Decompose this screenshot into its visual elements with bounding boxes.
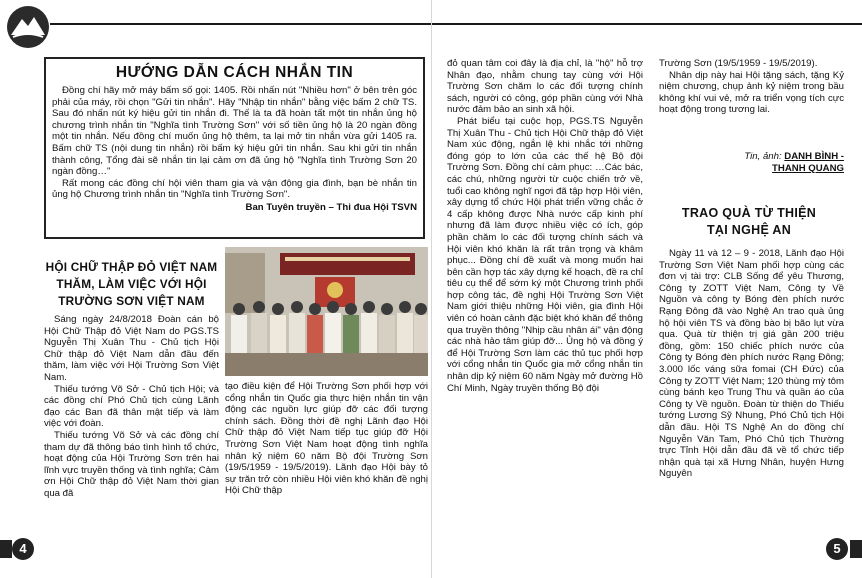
article2-paragraph: Ngày 11 và 12 – 9 - 2018, Lãnh đạo Hội Trường Sơn Việt Nam phối hợp cùng các đơn vị tài trợ: CLB Sống để yêu Thương, Công ty ZOTT Việt Nam, Công ty Về Nguồn và công ty Bóng đèn phích nước Rạng Đông đã vào Nghệ An trao quà ủng hộ hội viên TS và đồng bào bị bão lụt vừa qua. Quà từ thiện trị giá gần 200 triệu đồng, gồm: 150 chiếc phích nước của Công ty Bóng đèn phích nước Rạng Đông; 3.000 lốc váng sữa fomai (CH Đức) của Công ty ZOTT Việt Nam; 120 thùng mỳ tôm cùng bánh kẹo Trung Thu và quần áo của Công ty Về nguồn. Đoàn từ thiện do Thiếu tướng Lương Sỹ Nhung, Phó Chủ tịch Hội dẫn đầu. Hội TS Nghệ An do đồng chí Nguyễn Văn Tam, Phó Chủ tịch Thường trực Tỉnh Hội dẫn đầu đã về tổ chức tiếp nhận quà tại xã Hưng Nhân, huyện Hưng Nguyên [659, 248, 844, 480]
article1-paragraph: tạo điều kiện để Hội Trường Sơn phối hợp với cổng nhắn tin Quốc gia thực hiện nhắn tin vận động các nguồn lực giúp đỡ các đối tượng chính sách. Đồng thời đề nghị Lãnh đạo Hội Chữ thập đỏ Việt Nam tiếp tục giúp đỡ Hội Trường Sơn Việt Nam hoạt động tình nghĩa nhân kỷ niệm 60 năm Bộ đội Trường Sơn (19/5/1959 - 19/5/2019). Lãnh đạo Hội bày tỏ sự trăn trở còn nhiều Hội viên khó khăn đề nghị Hội Chữ thập [225, 381, 428, 497]
left-page-tab [0, 540, 12, 558]
article1-credit-name: DANH BÌNH - [784, 151, 844, 162]
sms-guide-paragraph: Rất mong các đồng chí hội viên tham gia và vận động gia đình, bạn bè nhắn tin ủng hộ Chương trình nhắn tin "Nghĩa tình Trường Sơn". [52, 177, 417, 201]
article1-credit-prefix: Tin, ảnh: [744, 151, 785, 162]
sms-guide-box [44, 57, 425, 239]
article1-paragraph: Thiếu tướng Võ Sở - Chủ tịch Hội; và các đồng chí Phó Chủ tịch cùng Lãnh đạo các Ban đã thân mật tiếp và làm việc với đoàn. [44, 383, 219, 430]
article1-title-line: THĂM, LÀM VIỆC VỚI HỘI [56, 277, 207, 291]
article1-paragraph: Nhân dịp này hai Hội tặng sách, tặng Kỷ niệm chương, chụp ảnh kỷ niệm trong bầu không khí vui vẻ, mở ra triển vọng tích cực hoạt động trong tương lai. [659, 69, 844, 116]
article1-column-2 [225, 381, 428, 497]
sms-guide-signature: Ban Tuyên truyền – Thi đua Hội TSVN [245, 201, 417, 213]
article1-paragraph: Sáng ngày 24/8/2018 Đoàn cán bộ Hội Chữ Thập đỏ Việt Nam do PGS.TS Nguyễn Thị Xuân Thu - Chủ tịch Hội Chữ thập đỏ Việt Nam dẫn đầu đến thăm, làm việc với Hội Trường Sơn Việt Nam. [44, 314, 219, 383]
page-gutter [431, 0, 432, 578]
article1-paragraph: đỏ quan tâm coi đây là địa chỉ, là "hộ" hỗ trợ Nhân đạo, nhằm chung tay cùng với Hội Trường Sơn chăm lo các đối tượng chính sách, người có công, góp phần cùng với Nhà nước đảm bảo an sinh xã hội. [447, 58, 643, 116]
right-page-number: 5 [826, 538, 848, 560]
sms-guide-body [52, 85, 417, 201]
article2-title [659, 205, 839, 239]
article1-credit-name: THANH QUANG [772, 162, 844, 174]
article1-credit [659, 151, 844, 174]
article2-body [659, 248, 844, 480]
group-photo [225, 247, 428, 376]
article1-column-3 [447, 58, 643, 394]
article1-column-4 [659, 58, 844, 116]
article1-title-line: HỘI CHỮ THẬP ĐỎ VIỆT NAM [45, 260, 218, 274]
article1-paragraph: Thiếu tướng Võ Sở và các đồng chí tham dự đã thông báo tình hình tổ chức, hoạt động của Hội Trường Sơn trên hai lĩnh vực truyền thống và tình nghĩa; Cảm ơn Hội Chữ thập đỏ Việt Nam thời gian qua đã [44, 429, 219, 499]
group-photo-illustration [225, 247, 428, 376]
mountain-logo-icon [4, 4, 52, 50]
article1-column-1 [44, 314, 219, 500]
left-page-number: 4 [12, 538, 34, 560]
article1-paragraph: Phát biểu tại cuộc họp, PGS.TS Nguyễn Thị Xuân Thu - Chủ tịch Hội Chữ thập đỏ Việt Nam xúc động, ngắn lệ khi nhắc tới những đóng góp to lớn của các thế hệ Bộ đội Trường Sơn. Đồng chí cảm phục: …Các bác, các chú, những người từ cuộc chiến trở về, tuổi cao không nghĩ ngơi đã tập hợp Hội viên, xây dựng tổ chức Hội phát triển vững chắc ở 4 cấp không được Nhà nước cấp kinh phí nhưng đã làm được nhiều việc có ích, góp phần chăm lo các đối tượng chính sách và Hội viên khó khăn là rất trân trọng và khâm phục... Đồng chí đề xuất và mong muốn hai bên cần hợp tác xây dựng kế hoạch, đề ra chỉ tiêu cụ thể để sớm ký một Chương trình phối hợp công tác, đề nghị Hội Trường Sơn Việt Nam giới thiệu những Hội viên, gia đình Hội viên có hoàn cảnh đặc biệt khó khăn để thông qua truyền thông "Nhịp cầu nhân ái" vận động các nhà hảo tâm giúp đỡ... Ủng hộ và đồng ý để Hội Trường Sơn làm các thủ tục phối hợp với cổng nhắn tin Quốc gia mở cổng nhắn tin nhân dịp kỷ niệm 60 năm Ngày mở đường Hồ Chí Minh, Ngày truyền thống Bộ đội [447, 115, 643, 394]
sms-guide-title: HƯỚNG DẪN CÁCH NHẮN TIN [115, 64, 354, 81]
header-rule [50, 23, 862, 25]
sms-guide-paragraph: Đồng chí hãy mở máy bấm số gọi: 1405. Rồi nhấn nút "Nhiều hơn" ở bên trên góc phải của máy, rồi chọn "Gửi tin nhắn". Hãy "Nhập tin nhắn" bằng việc bấm 2 chữ TS. Sau đó nhấn nút ký hiệu gửi tin nhắn đi. Thế là ta đã hoàn tất một tin nhắn ủng hộ chương trình nhắn tin "Nghĩa tình Trường Sơn" với số tiền ủng hộ là 20 ngàn đồng một tin nhắn. Nếu đồng chí muốn ủng hộ thêm, ta lại mở tin nhắn vừa gửi 1405 ra. Bấm chữ TS (nội dung tin nhắn) rồi bấm ký hiệu gửi tin nhắn. Sau khi gửi tin nhắn thành công, Tổng đài sẽ nhắn tin lại cảm ơn đã ủng hộ "Nghĩa tình Trường Sơn 20 ngàn đồng…" [52, 85, 417, 178]
article1-title-line: TRƯỜNG SƠN VIỆT NAM [58, 294, 205, 308]
article1-paragraph: Trường Sơn (19/5/1959 - 19/5/2019). [659, 58, 818, 69]
article1-title [44, 259, 219, 310]
article2-title-line: TRAO QUÀ TỪ THIỆN [681, 206, 817, 220]
article2-title-line: TẠI NGHỆ AN [706, 223, 792, 237]
right-page-tab [850, 540, 862, 558]
